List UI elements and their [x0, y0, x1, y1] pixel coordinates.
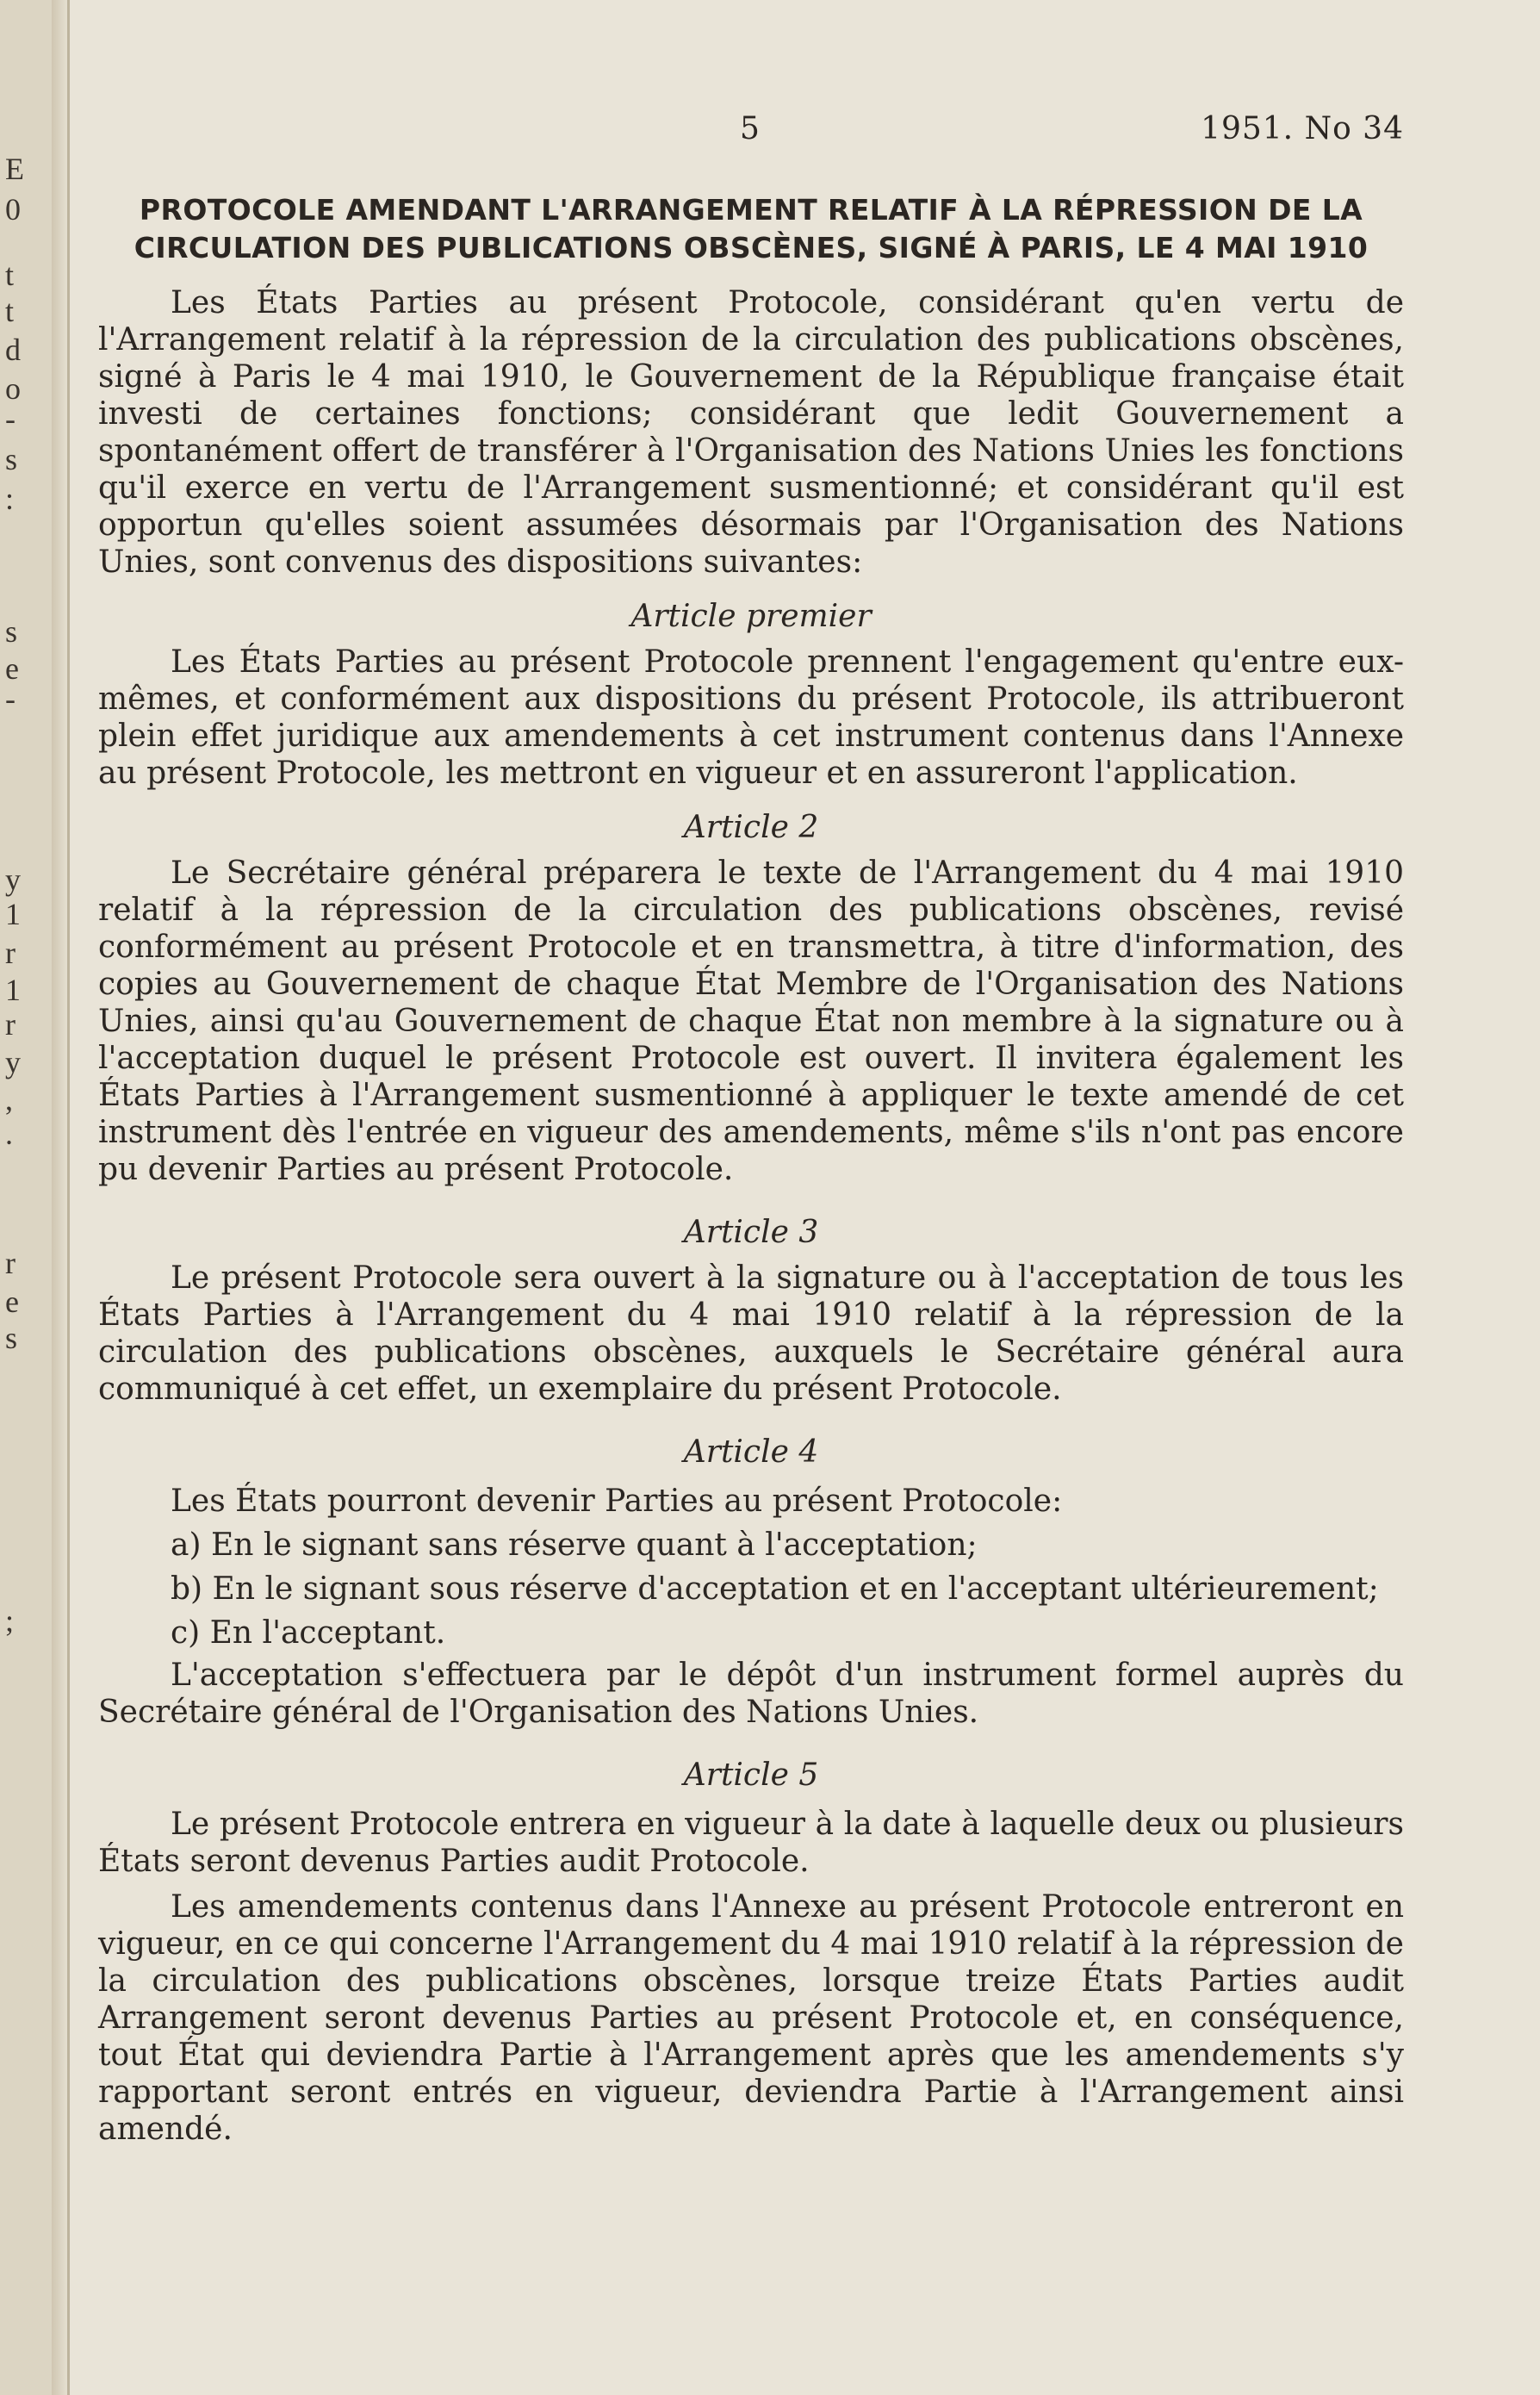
- gutter-char: y: [5, 1045, 21, 1079]
- gutter-char: s: [5, 1321, 18, 1355]
- gutter-char: -: [5, 681, 16, 716]
- previous-page-gutter: [0, 0, 70, 2395]
- gutter-char: -: [5, 401, 16, 436]
- article-heading: Article 5: [683, 1757, 819, 1793]
- gutter-char: r: [5, 936, 16, 970]
- document-body: [98, 284, 1404, 2148]
- gutter-char: ,: [5, 1082, 13, 1117]
- gutter-char: r: [5, 1246, 16, 1280]
- article-heading: Article 3: [683, 1215, 819, 1250]
- gutter-char: t: [5, 258, 15, 292]
- gutter-char: d: [5, 333, 21, 367]
- article-heading: Article premier: [630, 599, 872, 634]
- document-reference: 1951. No 34: [1201, 111, 1404, 146]
- list-item: c) En l'acceptant.: [171, 1615, 446, 1651]
- gutter-char: .: [5, 1117, 13, 1151]
- gutter-char: e: [5, 651, 19, 686]
- gutter-char: s: [5, 614, 18, 649]
- gutter-char: o: [5, 371, 21, 406]
- list-item: a) En le signant sans réserve quant à l'acceptation;: [171, 1527, 978, 1563]
- running-header: [98, 110, 1404, 153]
- page-number: 5: [740, 111, 760, 146]
- gutter-char: e: [5, 1285, 19, 1319]
- gutter-char: t: [5, 294, 15, 328]
- article-paragraph: Le Secrétaire général préparera le texte de l'Arrangement du 4 mai 1910 relatif à la répression de la circulation des publications obscènes, revisé conformément au présent Protocole et en transmettra, à titre d'information, des copies au Gouvernement de chaque État Membre de l'Organisation des Nations Unies, ainsi qu'au Gouvernement de chaque État non membre à la signature ou à l'acceptation duquel le présent Protocole est ouvert. Il invitera également les États Parties à l'Arrangement susmentionné à appliquer le texte amendé de cet instrument dès l'entrée en vigueur des amendements, même s'ils n'ont pas encore pu devenir Parties au présent Protocole.: [98, 855, 1404, 1187]
- article-paragraph: Les États pourront devenir Parties au présent Protocole:: [171, 1484, 1063, 1519]
- article-paragraph: Les États Parties au présent Protocole prennent l'engagement qu'entre eux-mêmes, et conformément aux dispositions du présent Protocole, ils attribueront plein effet juridique aux amendements à cet instrument contenus dans l'Annexe au présent Protocole, les mettront en vigueur et en assureront l'application.: [98, 644, 1404, 791]
- gutter-char: 0: [5, 192, 21, 227]
- gutter-char: r: [5, 1007, 16, 1042]
- gutter-char: E: [5, 152, 24, 186]
- document-title: PROTOCOLE AMENDANT L'ARRANGEMENT RELATIF À LA RÉPRESSION DE LA CIRCULATION DES PUBLICATIONS OBSCÈNES, SIGNÉ À PARIS, LE 4 MAI 1910: [134, 193, 1369, 264]
- article-paragraph: Le présent Protocole sera ouvert à la signature ou à l'acceptation de tous les États Parties à l'Arrangement du 4 mai 1910 relatif à la répression de la circulation des publications obscènes, auxquels le Secrétaire général aura communiqué à cet effet, un exemplaire du présent Protocole.: [98, 1260, 1404, 1407]
- article-paragraph: Le présent Protocole entrera en vigueur à la date à laquelle deux ou plusieurs États seront devenus Parties audit Protocole.: [98, 1807, 1404, 1879]
- article-heading: Article 4: [683, 1434, 819, 1470]
- gutter-char: ;: [5, 1603, 15, 1638]
- gutter-char: s: [5, 442, 18, 476]
- gutter-char: 1: [5, 897, 21, 931]
- article-heading: Article 2: [683, 810, 819, 845]
- list-item: b) En le signant sous réserve d'acceptation et en l'acceptant ultérieurement;: [171, 1571, 1379, 1607]
- article-paragraph: Les amendements contenus dans l'Annexe au présent Protocole entreront en vigueur, en ce qui concerne l'Arrangement du 4 mai 1910 relatif à la répression de la circulation des publications obscènes, lorsque treize États Parties audit Arrangement seront devenus Parties au présent Protocole et, en conséquence, tout État qui deviendra Partie à l'Arrangement après que les amendements s'y rapportant seront entrés en vigueur, deviendra Partie à l'Arrangement ainsi amendé.: [98, 1889, 1404, 2147]
- preamble-paragraph: Les États Parties au présent Protocole, considérant qu'en vertu de l'Arrangement relatif à la répression de la circulation des publications obscènes, signé à Paris le 4 mai 1910, le Gouvernement de la République française était investi de certaines fonctions; considérant que ledit Gouvernement a spontanément offert de transférer à l'Organisation des Nations Unies les fonctions qu'il exerce en vertu de l'Arrangement susmentionné; et considérant qu'il est opportun qu'elles soient assumées désormais par l'Organisation des Nations Unies, sont convenus des dispositions suivantes:: [98, 285, 1404, 580]
- gutter-char: :: [5, 482, 15, 516]
- article-paragraph: L'acceptation s'effectuera par le dépôt d'un instrument formel auprès du Secrétaire général de l'Organisation des Nations Unies.: [98, 1658, 1404, 1730]
- gutter-char: y: [5, 862, 21, 897]
- gutter-char: 1: [5, 973, 21, 1007]
- page-fold-shadow: [52, 0, 67, 2395]
